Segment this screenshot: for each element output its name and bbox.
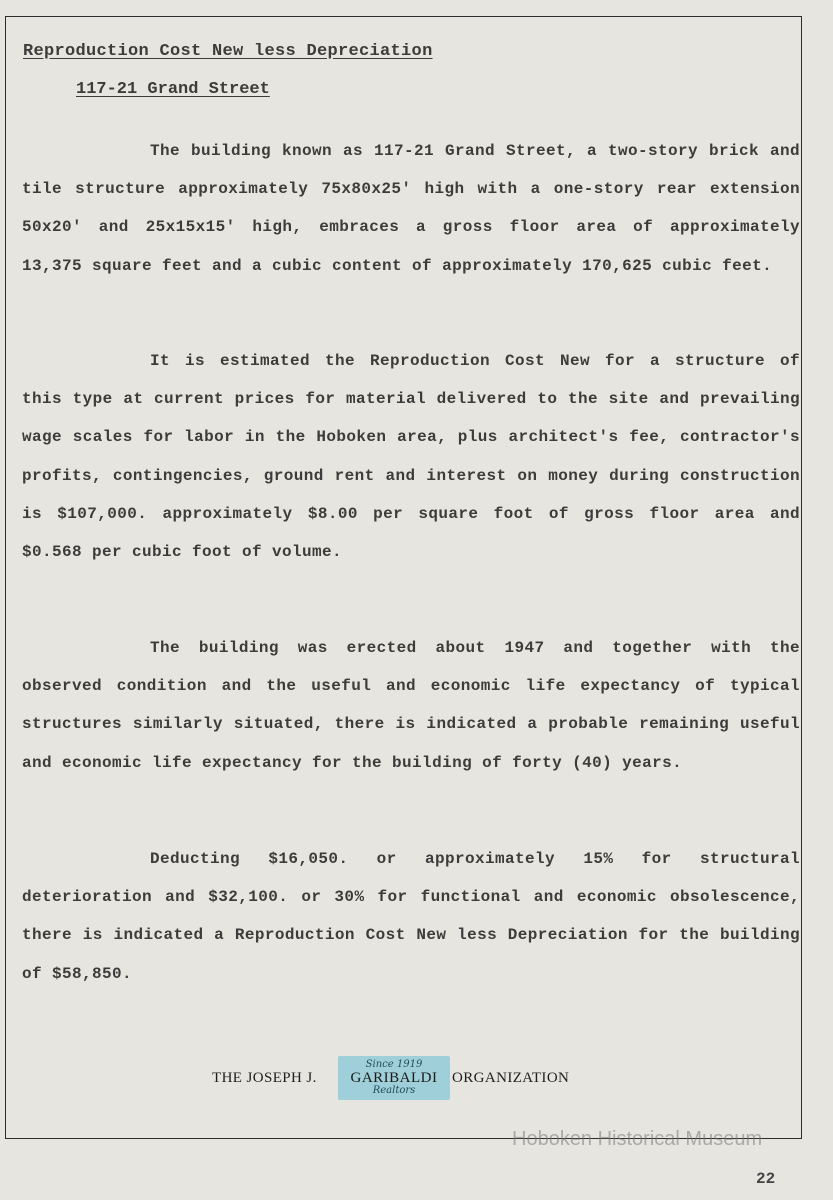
paragraph-2: It is estimated the Reproduction Cost New for a structure of this type at current prices for material delivered to the site and prevailing wage scales for labor in the Hoboken area, plus architect's fee, contractor's profits, contingencies, ground rent and interest on money during construction is $107,000. approximately $8.00 per square foot of gross floor area and $0.568 per cubic foot of volume. [22,352,800,562]
org-name-right: ORGANIZATION [452,1070,570,1086]
document-title: Reproduction Cost New less Depreciation [23,42,433,61]
logo-since: Since 1919 [365,1059,423,1070]
page-number: 22 [756,1170,776,1188]
organization-footer [0,1054,810,1100]
logo-realtors: Realtors [372,1085,416,1096]
garibaldi-logo [338,1056,450,1100]
document-subtitle: 117-21 Grand Street [76,80,270,99]
paragraph-3: The building was erected about 1947 and together with the observed condition and the useful and economic life expectancy of typical structures similarly situated, there is indicated a probable remaining useful and economic life expectancy for the building of forty (40) years. [22,639,800,772]
paragraph-1: The building known as 117-21 Grand Street, a two-story brick and tile structure approximately 75x80x25' high with a one-story rear extension 50x20' and 25x15x15' high, embraces a gross floor area of approximately 13,375 square feet and a cubic content of approximately 170,625 cubic feet. [22,142,800,275]
museum-watermark: Hoboken Historical Museum [512,1128,763,1150]
org-name-left: THE JOSEPH J. [212,1070,317,1086]
logo-name: GARIBALDI [350,1070,438,1086]
paragraph-4: Deducting $16,050. or approximately 15% for structural deterioration and $32,100. or 30% for functional and economic obsolescence, there is indicated a Reproduction Cost New less Depreciation for the building of $58,850. [22,850,800,983]
